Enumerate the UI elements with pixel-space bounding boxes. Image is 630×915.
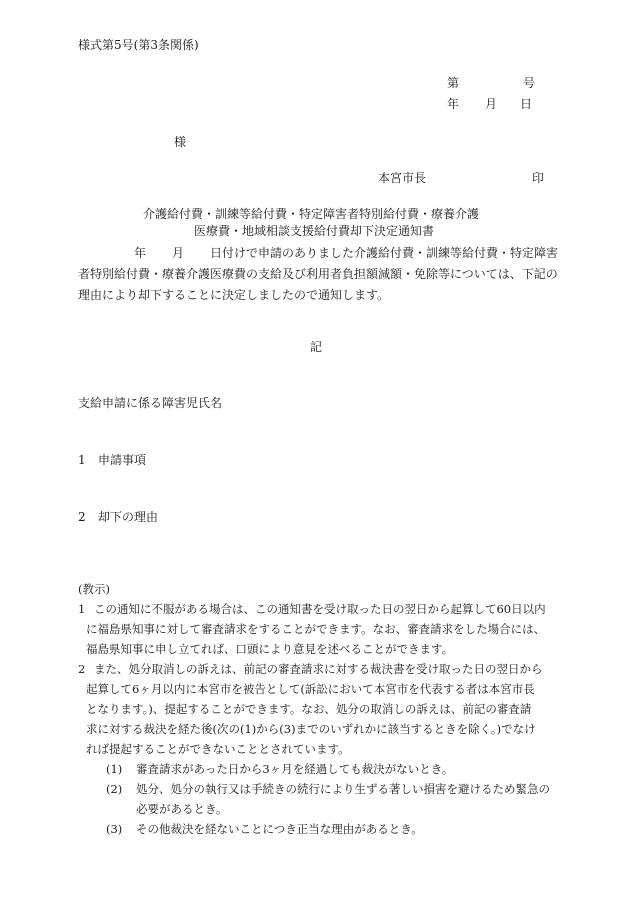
addressee-honorific: 様 xyxy=(174,135,187,149)
date-year: 年 xyxy=(447,97,460,111)
item-2-label: 却下の理由 xyxy=(98,510,159,524)
notice-sub-2-number: (2) xyxy=(106,782,123,796)
notice-sub-2-continuation: 必要があるとき。 xyxy=(136,802,228,816)
notice-p2-number: 2 xyxy=(78,662,86,676)
body-month: 月 xyxy=(172,246,185,260)
number-suffix: 号 xyxy=(523,76,536,90)
child-name-label: 支給申請に係る障害児氏名 xyxy=(78,396,223,410)
form-id: 様式第5号(第3条関係) xyxy=(78,38,199,52)
notice-p1-line3: 福島県知事に申し立てれば、口頭により意見を述べることができます。 xyxy=(86,642,454,656)
date-month: 月 xyxy=(485,97,498,111)
body-line2: 者特別給付費・療養介護医療費の支給及び利用者負担額減額・免除等については、下記の xyxy=(78,267,558,281)
notice-sub-3-text: その他裁決を経ないことにつき正当な理由があるとき。 xyxy=(136,822,423,836)
date-day: 日 xyxy=(520,97,533,111)
notice-sub-1-text: 審査請求があった日から3ヶ月を経過しても裁決がないとき。 xyxy=(136,762,454,776)
issuer-title: 本宮市長 xyxy=(378,171,427,185)
notice-sub-3-number: (3) xyxy=(106,822,123,836)
issuer-seal: 印 xyxy=(532,171,545,185)
notice-heading: (教示) xyxy=(78,582,110,596)
notice-p1-number: 1 xyxy=(78,602,86,616)
notice-p2-line2: 起算して6ヶ月以内に本宮市を被告として(訴訟において本宮市を代表する者は本宮市長 xyxy=(86,682,535,696)
item-2-number: 2 xyxy=(78,510,86,524)
notice-p2-line4: 求に対する裁決を経た後(次の(1)から(3)までのいずれかに該当するときを除く。)でなけ xyxy=(86,722,536,736)
number-label: 第 xyxy=(447,76,460,90)
document-title-line1: 介護給付費・訓練等給付費・特定障害者特別給付費・療養介護 xyxy=(143,207,480,221)
notice-p1-line1: この通知に不服がある場合は、この通知書を受け取った日の翌日から起算して60日以内 xyxy=(94,602,546,616)
body-line3: 理由により却下することに決定しましたので通知します。 xyxy=(78,288,390,302)
body-year: 年 xyxy=(134,246,147,260)
notice-sub-2-text: 処分、処分の執行又は手続きの続行により生ずる著しい損害を避けるため緊急の xyxy=(136,782,550,796)
notice-p2-line3: となります。)、提起することができます。なお、処分の取消しの訴えは、前記の審査請 xyxy=(86,702,532,716)
ki-mark: 記 xyxy=(310,340,323,354)
notice-p2-line5: れば提起することができないこととされています。 xyxy=(86,742,350,756)
item-1-label: 申請事項 xyxy=(98,453,147,467)
body-line1: 日付けで申請のありました介護給付費・訓練等給付費・特定障害 xyxy=(210,246,559,260)
notice-p1-line2: に福島県知事に対して審査請求をすることができます。なお、審査請求をした場合には、 xyxy=(86,622,546,636)
notice-p2-line1: また、処分取消しの訴えは、前記の審査請求に対する裁決書を受け取った日の翌日から xyxy=(94,662,543,676)
item-1-number: 1 xyxy=(78,453,86,467)
notice-sub-1-number: (1) xyxy=(106,762,123,776)
document-title-line2: 医療費・地域相談支援給付費却下決定通知書 xyxy=(194,224,435,238)
